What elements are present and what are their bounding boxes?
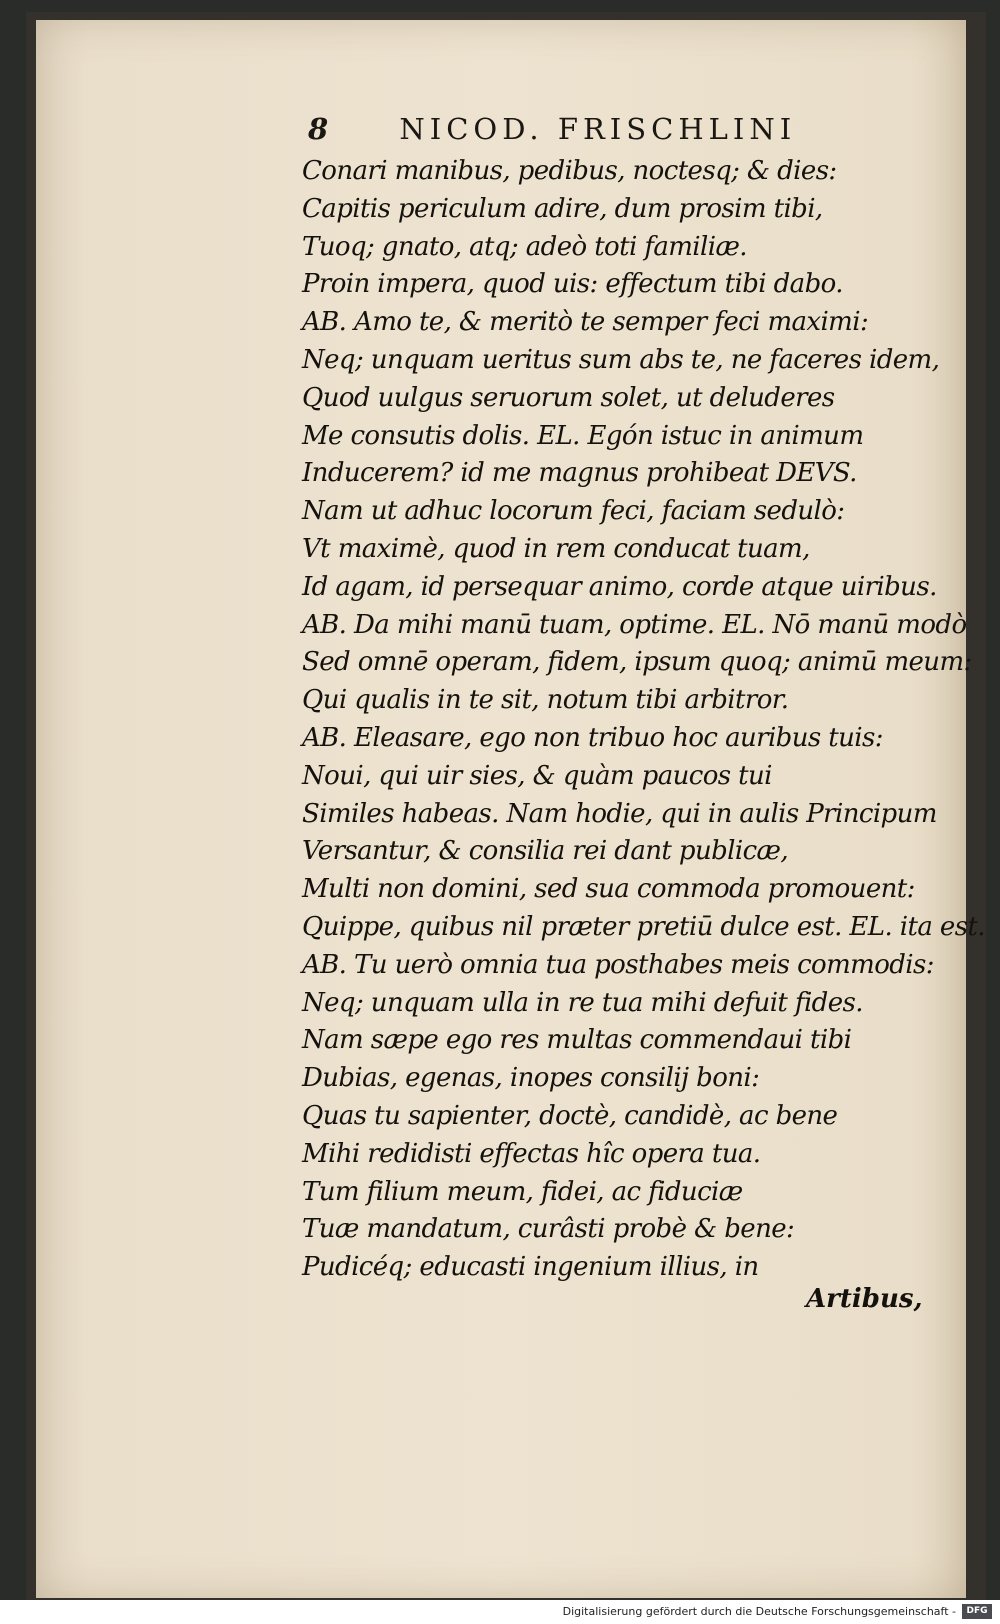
verse-line: Quod uulgus seruorum solet, ut deluderes <box>302 382 835 413</box>
footer-bar <box>0 1600 1000 1624</box>
verse-line: Dubias, egenas, inopes consilij boni: <box>302 1063 760 1094</box>
verse-line: Pudicéq; educasti ingenium illius, in <box>302 1252 759 1283</box>
verse-line: Neq; unquam ulla in re tua mihi defuit fides. <box>302 987 863 1018</box>
verse-line: Quas tu sapienter, doctè, candidè, ac bene <box>302 1100 838 1131</box>
verse-line: Conari manibus, pedibus, noctesq; & dies: <box>302 156 837 186</box>
verse-line: Noui, qui uir sies, & quàm paucos tui <box>302 760 772 791</box>
verse-line: Quippe, quibus nil præter pretiū dulce est. EL. ita est. <box>302 911 985 942</box>
verse-line: Neq; unquam ueritus sum abs te, ne faceres idem, <box>302 344 940 375</box>
verse-line: AB. Tu uerò omnia tua posthabes meis commodis: <box>302 949 934 980</box>
verse-line: Qui qualis in te sit, notum tibi arbitror. <box>302 685 789 716</box>
running-header <box>308 112 796 146</box>
verse-line: Tuæ mandatum, curâsti probè & bene: <box>302 1214 795 1245</box>
verse-line: Nam ut adhuc locorum feci, faciam sedulò: <box>302 496 845 527</box>
verse-line: Similes habeas. Nam hodie, qui in aulis Principum <box>302 798 937 829</box>
page-number: 8 <box>308 112 334 146</box>
verse-line: Capitis periculum adire, dum prosim tibi, <box>302 193 823 224</box>
verse-line: Sed omnē operam, fidem, ipsum quoq; animū meum: <box>302 647 972 678</box>
verse-line: Mihi redidisti effectas hîc opera tua. <box>302 1138 761 1169</box>
verse-line: Vt maximè, quod in rem conducat tuam, <box>302 533 810 564</box>
dfg-logo: DFG <box>962 1604 992 1619</box>
verse-line: Tuoq; gnato, atq; adeò toti familiæ. <box>302 231 747 262</box>
verse-line: Me consutis dolis. EL. Egón istuc in animum <box>302 420 864 451</box>
funding-note: Digitalisierung gefördert durch die Deutsche Forschungsgemeinschaft - <box>562 1605 956 1618</box>
verse-line: Proin impera, quod uis: effectum tibi dabo. <box>302 269 843 300</box>
verse-line: Versantur, & consilia rei dant publicæ, <box>302 836 789 867</box>
verse-text <box>302 153 985 1287</box>
running-title: NICOD. FRISCHLINI <box>399 112 797 146</box>
verse-line: Nam sæpe ego res multas commendaui tibi <box>302 1025 852 1056</box>
catchword: Artibus, <box>806 1284 923 1314</box>
verse-line: AB. Amo te, & meritò te semper feci maximi: <box>302 307 869 338</box>
verse-line: AB. Da mihi manū tuam, optime. EL. Nō manū modò <box>302 609 967 640</box>
verse-line: Inducerem? id me magnus prohibeat DEVS. <box>302 458 857 489</box>
verse-line: AB. Eleasare, ego non tribuo hoc auribus tuis: <box>302 722 883 753</box>
verse-line: Tum filium meum, fidei, ac fiduciæ <box>302 1176 743 1207</box>
verse-line: Multi non domini, sed sua commoda promouent: <box>302 874 915 905</box>
verse-line: Id agam, id persequar animo, corde atque uiribus. <box>302 571 937 602</box>
